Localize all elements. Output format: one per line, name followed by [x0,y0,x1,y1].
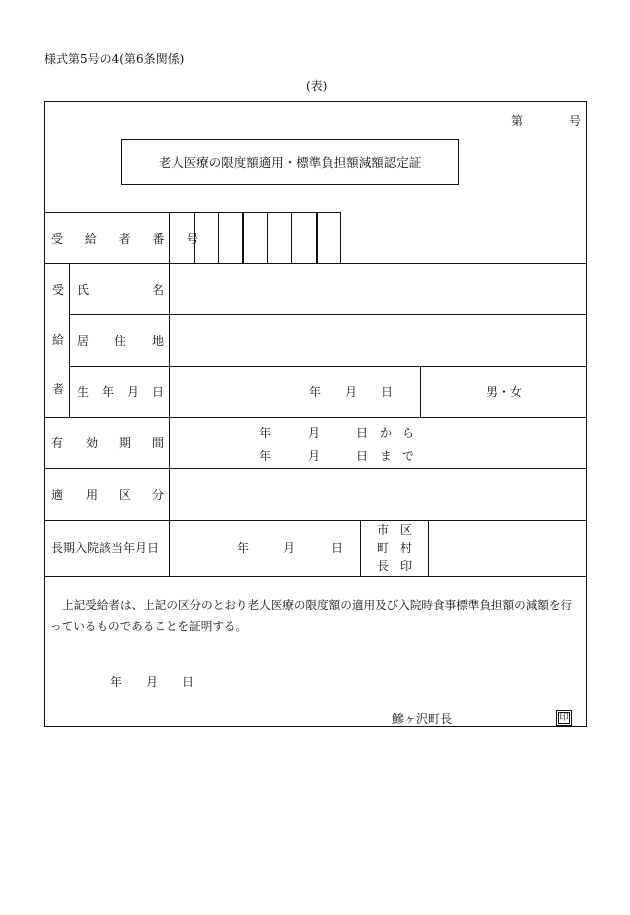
address-label: 居 [77,334,90,348]
category-label: 用 [86,488,99,502]
statement-date-day: 日 [182,675,195,689]
number-box-divider [340,212,341,263]
recipient-group-char: 受 [52,283,65,297]
seal-char: 町 [377,541,390,555]
certificate-title: 老人医療の限度額適用・標準負担額減額認定証 [158,155,422,170]
statement-line-1: 上記受給者は、上記の区分のとおり老人医療の限度額の適用及び入院時食事標準負担額の減額を行 [62,598,573,612]
birthdate-label: 年 [102,385,115,399]
address-label: 住 [114,334,127,348]
number-box-divider-bold [242,212,244,263]
number-box-divider-bold [316,212,318,263]
rule-after-category [44,520,587,521]
long-stay-label: 長期入院該当年月日 [51,541,160,555]
category-label: 分 [152,488,165,502]
certificate-frame [44,101,587,727]
statement-date-month: 月 [146,675,159,689]
validity-from-day: 日 [356,426,369,440]
form-number: 様式第5号の4(第6条関係) [44,52,185,66]
birthdate-day: 日 [381,385,394,399]
rule-after-validity [44,468,587,469]
seal-char: 市 [377,523,390,537]
gender-value: 男・女 [486,385,523,399]
seal-char: 長 [377,559,390,573]
name-label: 名 [152,283,165,297]
issuer-seal-inner [558,712,570,724]
recipient-number-label: 受 給 者 番 号 [51,232,208,246]
certificate-number-suffix: 号 [569,114,582,128]
category-label: 適 [51,488,64,502]
long-stay-month: 月 [283,541,296,555]
certificate-title-box [121,139,459,185]
issuer-name: 鰺ヶ沢町長 [392,712,453,726]
rule-recipient-group [69,263,70,417]
rule-after-birthdate [44,417,587,418]
name-label: 氏 [77,283,90,297]
rule-after-number [44,263,587,264]
birthdate-month: 月 [345,385,358,399]
category-label: 区 [119,488,132,502]
seal-char: 村 [400,541,413,555]
validity-from-suffix: ら [402,426,415,440]
validity-label: 有 [51,436,64,450]
rule-after-address [69,366,587,367]
birthdate-label: 生 [77,385,90,399]
long-stay-year: 年 [237,541,250,555]
validity-from-suffix: か [380,426,393,440]
rule-seal-left [360,520,361,576]
recipient-group-char: 者 [52,382,65,396]
seal-char: 印 [400,559,413,573]
rule-seal-right [428,520,429,576]
validity-to-year: 年 [259,449,272,463]
validity-to-suffix: ま [380,449,393,463]
issuer-seal-text: 印 [559,712,569,723]
side-label: (表) [306,79,328,93]
validity-label: 効 [86,436,99,450]
address-label: 地 [152,334,165,348]
number-box-divider [218,212,219,263]
seal-char: 区 [400,523,413,537]
recipient-group-char: 給 [52,333,65,347]
rule-after-name [69,314,587,315]
rule-after-long-stay [44,576,587,577]
birthdate-year: 年 [309,385,322,399]
birthdate-label: 月 [127,385,140,399]
rule-label-column [169,212,170,576]
certificate-number-prefix: 第 [511,114,524,128]
validity-from-month: 月 [308,426,321,440]
validity-to-day: 日 [356,449,369,463]
validity-from-year: 年 [259,426,272,440]
validity-label: 間 [152,436,165,450]
number-box-divider [291,212,292,263]
rule-gender-cell [420,366,421,417]
statement-line-2: っているものであることを証明する。 [50,619,248,633]
validity-label: 期 [119,436,132,450]
number-box-divider [267,212,268,263]
statement-date-year: 年 [110,675,123,689]
birthdate-label: 日 [152,385,165,399]
issuer-seal-icon [556,710,572,726]
rule-top-number [44,212,340,213]
long-stay-day: 日 [331,541,344,555]
validity-to-month: 月 [308,449,321,463]
validity-to-suffix: で [402,449,415,463]
